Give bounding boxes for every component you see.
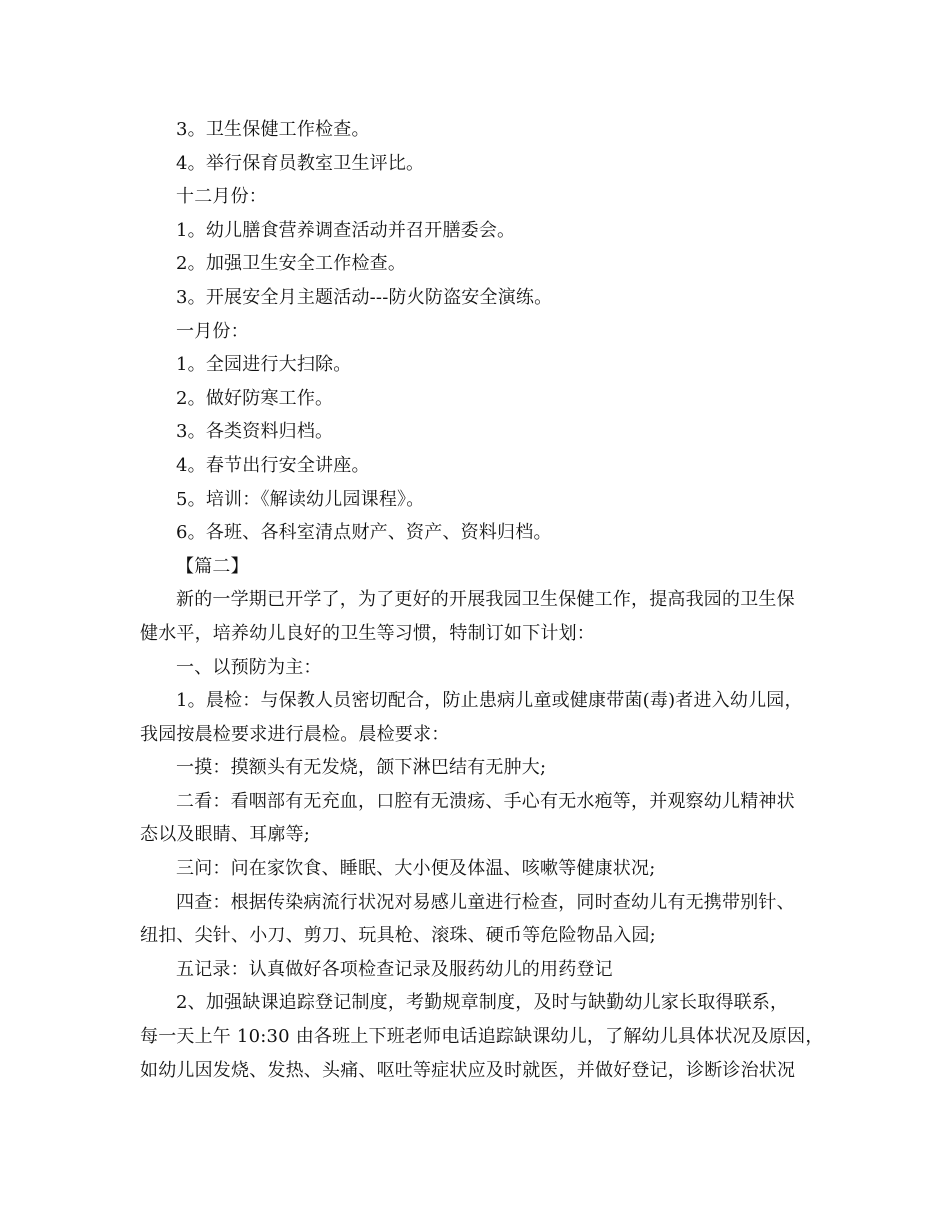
text-line: 4。春节出行安全讲座。 (176, 454, 370, 476)
text-line: 健水平，培养幼儿良好的卫生等习惯，特制订如下计划： (140, 622, 595, 644)
text-line: 态以及眼睛、耳廓等; (140, 824, 311, 846)
text-line: 一月份： (176, 320, 249, 342)
text-line: 3。各类资料归档。 (176, 421, 334, 443)
text-line: 4。举行保育员教室卫生评比。 (176, 152, 425, 174)
text-line: 我园按晨检要求进行晨检。晨检要求： (140, 723, 450, 745)
text-line: 2、加强缺课追踪登记制度，考勤规章制度，及时与缺勤幼儿家长取得联系， (176, 992, 789, 1014)
text-line: 十二月份： (176, 186, 267, 208)
text-line: 五记录：认真做好各项检查记录及服药幼儿的用药登记 (176, 958, 613, 980)
text-line: 一摸：摸额头有无发烧，颌下淋巴结有无肿大; (176, 757, 547, 779)
document-body (140, 113, 824, 1087)
text-line: 如幼儿因发烧、发热、头痛、呕吐等症状应及时就医，并做好登记，诊断诊治状况 (140, 1059, 796, 1081)
text-line: 2。做好防寒工作。 (176, 387, 334, 409)
text-line: 1。全园进行大扫除。 (176, 354, 352, 376)
text-line: 3。开展安全月主题活动---防火防盗安全演练。 (176, 286, 553, 308)
text-line: 一、以预防为主： (176, 656, 322, 678)
text-line: 1。晨检：与保教人员密切配合，防止患病儿童或健康带菌(毒)者进入幼儿园， (176, 690, 803, 712)
text-line: 5。培训：《解读幼儿园课程》。 (176, 488, 425, 510)
text-line: 【篇二】 (176, 555, 249, 577)
text-line: 每一天上午 10:30 由各班上下班老师电话追踪缺课幼儿，了解幼儿具体状况及原因， (140, 1026, 824, 1048)
text-line: 2。加强卫生安全工作检查。 (176, 253, 407, 275)
text-line: 1。幼儿膳食营养调查活动并召开膳委会。 (176, 219, 516, 241)
text-line: 新的一学期已开学了，为了更好的开展我园卫生保健工作，提高我园的卫生保 (176, 589, 795, 611)
text-line: 6。各班、各科室清点财产、资产、资料归档。 (176, 522, 552, 544)
text-line: 3。卫生保健工作检查。 (176, 119, 370, 140)
text-line: 四查：根据传染病流行状况对易感儿童进行检查，同时查幼儿有无携带别针、 (176, 891, 795, 913)
text-line: 三问：问在家饮食、睡眠、大小便及体温、咳嗽等健康状况; (176, 858, 656, 880)
text-line: 二看：看咽部有无充血，口腔有无溃疡、手心有无水疱等，并观察幼儿精神状 (176, 790, 795, 812)
text-line: 纽扣、尖针、小刀、剪刀、玩具枪、滚珠、硬币等危险物品入园; (140, 925, 656, 947)
